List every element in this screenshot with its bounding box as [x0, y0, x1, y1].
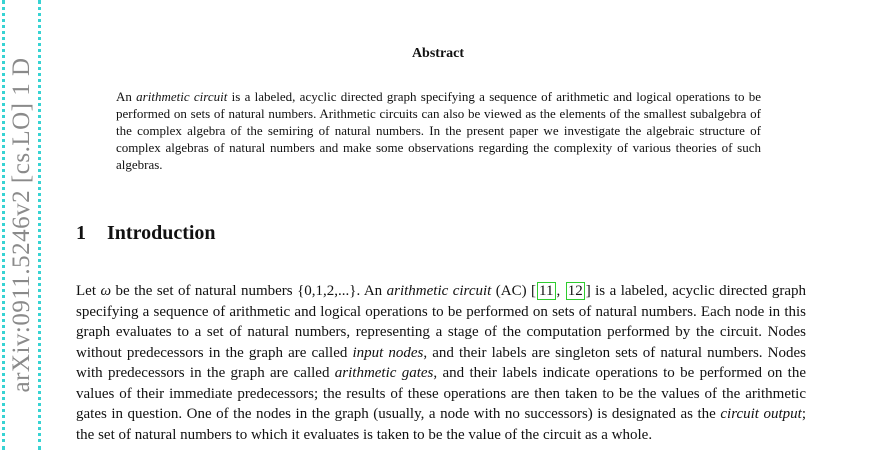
abstract-segment-italic: arithmetic circuit: [136, 89, 228, 104]
intro-term-input-nodes: input nodes: [352, 344, 424, 361]
section-heading: [76, 222, 216, 245]
intro-term-arithmetic-gates: arithmetic gates: [334, 365, 434, 381]
intro-segment: be the set of natural numbers {0,1,2,...}. An: [111, 283, 387, 299]
abstract-heading: Abstract: [411, 46, 465, 61]
intro-segment: ,: [556, 283, 565, 299]
citation-link-11[interactable]: 11: [539, 283, 554, 299]
arxiv-identifier: arXiv:0911.5246v2 [cs.LO] 1 D: [8, 57, 35, 393]
intro-segment: , and their labels are singleton sets of natural numbers. Nodes with predecessors in the graph are called: [76, 344, 806, 381]
sidebar-dotted-border-right: [38, 0, 41, 450]
intro-segment: ] is a labeled, acyclic directed graph specifying a sequence of arithmetic and logical operations to be performed on sets of natural numbers. Each node in this graph evaluates to a set of natural numbers, representing a stage of the computation performed by the circuit. Nodes without predecessors in the graph are called: [76, 283, 806, 361]
section-title: Introduction: [107, 222, 216, 244]
intro-segment: Let: [76, 283, 101, 299]
intro-segment: , and their labels indicate operations to be performed on the values of their immediate predecessors; the results of these operations are then taken to be the values of the arithmetic gates in question. One of the nodes in the graph (usually, a node with no successors) is designated as the: [76, 365, 806, 422]
section-number: 1: [76, 222, 86, 244]
abstract-text: [116, 88, 761, 173]
abstract-segment: is a labeled, acyclic directed graph specifying a sequence of arithmetic and logical operations to be performed on sets of natural numbers. Arithmetic circuits can also be viewed as the elements of the smallest subalgebra of the complex algebra of the semiring of natural numbers. In the present paper we investigate the algebraic structure of complex algebras of natural numbers and make some observations regarding the complexity of various theories of such algebras.: [116, 89, 762, 172]
introduction-paragraph: [76, 281, 806, 445]
citation-link-12[interactable]: 12: [567, 283, 583, 299]
intro-omega-symbol: ω: [100, 283, 112, 299]
intro-term-circuit-output: circuit output: [720, 406, 802, 422]
intro-segment: (AC) [: [491, 283, 537, 299]
sidebar-dotted-border-left: [2, 0, 5, 450]
intro-term-arithmetic-circuit: arithmetic circuit: [386, 283, 492, 299]
arxiv-sidebar: [0, 0, 44, 450]
abstract-segment: An: [116, 89, 137, 104]
intro-segment: ; the set of natural numbers to which it evaluates is taken to be the value of the circuit as a whole.: [76, 406, 807, 443]
